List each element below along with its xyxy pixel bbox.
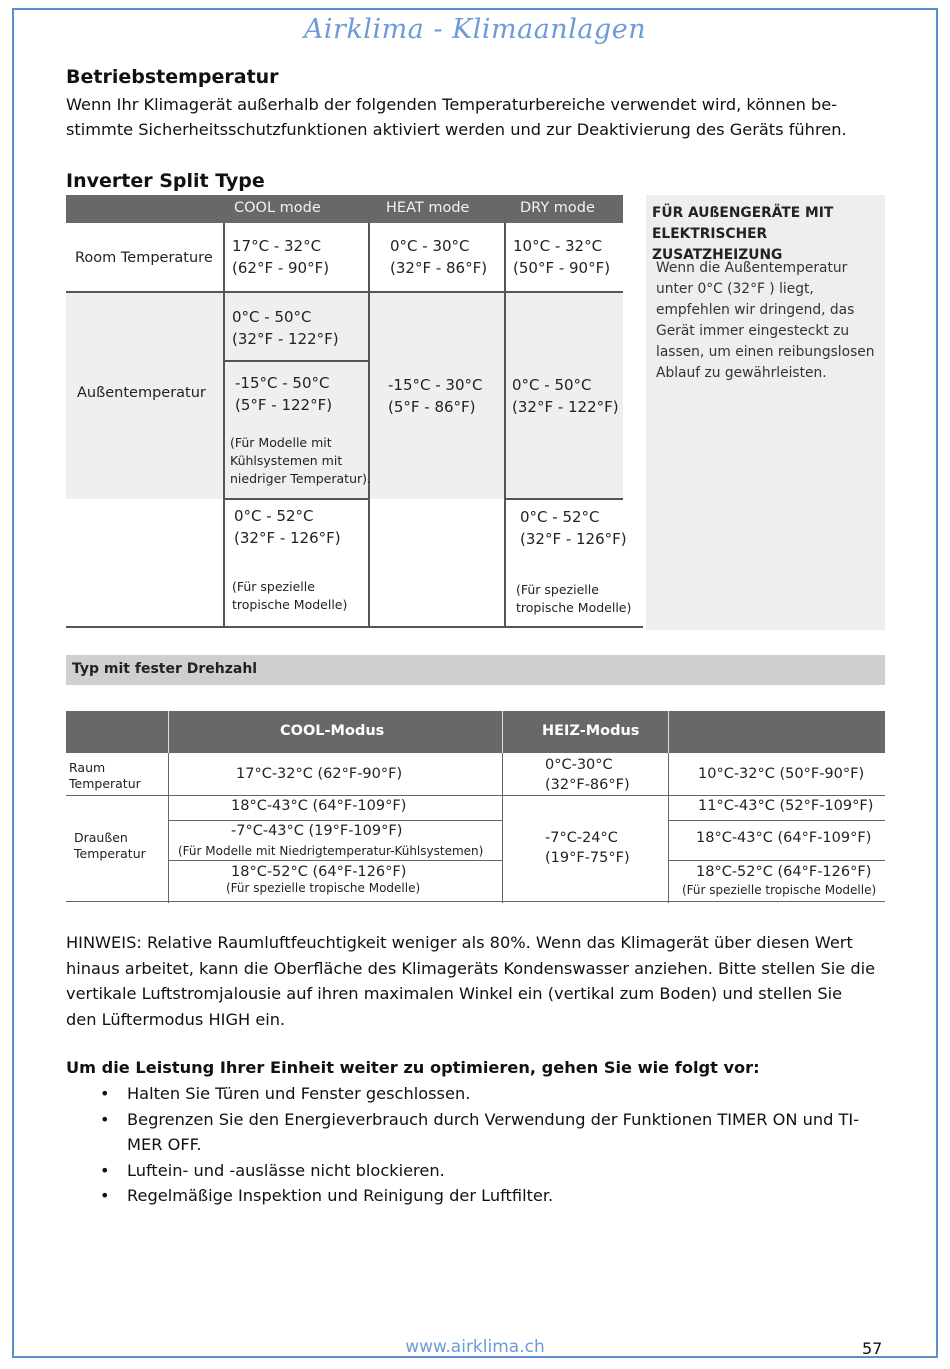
room-dry-value: 10°C - 32°C (50°F - 90°F) bbox=[513, 237, 611, 277]
room-cool-value: 17°C - 32°C (62°F - 90°F) bbox=[232, 237, 330, 277]
header-heat-mode: HEAT mode bbox=[386, 200, 470, 216]
note-line: hinaus arbeitet, kann die Oberfläche des Klimageräts Kondenswasser anziehen. Bitte stellen Sie die bbox=[66, 958, 876, 978]
out-cool-modus-note-3: (Für spezielle tropische Modelle) bbox=[226, 881, 421, 895]
tips-list bbox=[66, 1081, 886, 1209]
list-item: • Regelmäßige Inspektion und Reinigung der Luftfilter. bbox=[66, 1183, 886, 1209]
divider bbox=[502, 753, 503, 903]
divider bbox=[368, 223, 370, 627]
out-dry-note-2: (Für spezielle tropische Modelle) bbox=[516, 582, 632, 615]
divider bbox=[66, 626, 643, 628]
out-dry-value-1: 0°C - 50°C (32°F - 122°F) bbox=[512, 376, 619, 416]
section-title-operating-temperature: Betriebstemperatur bbox=[66, 66, 279, 88]
section-title-inverter: Inverter Split Type bbox=[66, 170, 265, 192]
fixed-speed-title: Typ mit fester Drehzahl bbox=[72, 661, 258, 677]
row-label-outdoor: Außentemperatur bbox=[77, 385, 206, 401]
divider bbox=[223, 498, 368, 500]
out-third-value-3: 18°C-52°C (64°F-126°F) bbox=[696, 864, 872, 880]
bullet-icon: • bbox=[100, 1186, 110, 1205]
out-cool-value-3: 0°C - 52°C (32°F - 126°F) bbox=[234, 507, 341, 547]
note-line: HINWEIS: Relative Raumluftfeuchtigkeit weniger als 80%. Wenn das Klimagerät über diesen Wert bbox=[66, 933, 853, 952]
divider bbox=[668, 753, 669, 903]
note-line: vertikale Luftstromjalousie auf ihren maximalen Winkel ein (vertikal zum Boden) und stellen Sie bbox=[66, 984, 843, 1003]
list-item: • Luftein- und -auslässe nicht blockieren. bbox=[66, 1158, 886, 1184]
row-label-draussen: Draußen Temperatur bbox=[74, 830, 146, 861]
header-cool-modus: COOL-Modus bbox=[280, 723, 385, 739]
divider bbox=[66, 291, 623, 293]
brand-title: Airklima - Klimaanlagen bbox=[303, 14, 647, 45]
room-heat-value: 0°C - 30°C (32°F - 86°F) bbox=[390, 237, 488, 277]
row-label-raum: Raum Temperatur bbox=[69, 760, 141, 791]
out-cool-note-2: (Für Modelle mit Kühlsystemen mit niedriger Temperatur). bbox=[230, 435, 371, 486]
divider bbox=[223, 223, 225, 627]
out-cool-value-1: 0°C - 50°C (32°F - 122°F) bbox=[232, 308, 339, 348]
divider bbox=[66, 901, 885, 902]
out-cool-modus-value-3: 18°C-52°C (64°F-126°F) bbox=[231, 864, 407, 880]
list-item: • Halten Sie Türen und Fenster geschlossen. bbox=[66, 1081, 886, 1107]
fixed-table-header bbox=[66, 711, 885, 753]
infobox-title: FÜR AUßENGERÄTE MIT ELEKTRISCHER ZUSATZHEIZUNG bbox=[652, 205, 834, 263]
divider bbox=[668, 860, 885, 861]
fixed-speed-table bbox=[66, 711, 885, 903]
note-line: den Lüftermodus HIGH ein. bbox=[66, 1009, 286, 1029]
row-label-room: Room Temperature bbox=[75, 250, 213, 266]
out-cool-modus-value-2: -7°C-43°C (19°F-109°F) bbox=[231, 823, 403, 839]
divider bbox=[223, 360, 368, 362]
room-heiz-modus-value: 0°C-30°C (32°F-86°F) bbox=[545, 757, 630, 793]
divider bbox=[504, 498, 623, 500]
out-dry-value-2: 0°C - 52°C (32°F - 126°F) bbox=[520, 508, 627, 548]
bullet-icon: • bbox=[100, 1109, 110, 1129]
header-dry-mode: DRY mode bbox=[520, 200, 595, 216]
out-cool-note-3: (Für spezielle tropische Modelle) bbox=[232, 579, 348, 612]
inverter-table-header bbox=[66, 195, 623, 223]
out-heiz-modus-value: -7°C-24°C (19°F-75°F) bbox=[545, 830, 630, 866]
out-third-value-2: 18°C-43°C (64°F-109°F) bbox=[696, 830, 872, 846]
page-number: 57 bbox=[862, 1339, 883, 1358]
room-third-value: 10°C-32°C (50°F-90°F) bbox=[698, 766, 865, 782]
fixed-speed-title-bar bbox=[66, 655, 885, 685]
divider bbox=[168, 753, 169, 903]
tips-title: Um die Leistung Ihrer Einheit weiter zu optimieren, gehen Sie wie folgt vor: bbox=[66, 1058, 760, 1077]
out-third-note-3: (Für spezielle tropische Modelle) bbox=[682, 883, 877, 897]
bullet-icon: • bbox=[100, 1084, 110, 1103]
list-item-continuation: MER OFF. bbox=[127, 1135, 202, 1154]
out-cool-modus-value-1: 18°C-43°C (64°F-109°F) bbox=[231, 798, 407, 814]
bullet-icon: • bbox=[100, 1160, 110, 1180]
header-heiz-modus: HEIZ-Modus bbox=[542, 723, 640, 739]
outdoor-heater-infobox bbox=[646, 195, 885, 630]
header-cool-mode: COOL mode bbox=[234, 200, 321, 216]
intro-line-2: stimmte Sicherheitsschutzfunktionen aktiviert werden und zur Deaktivierung des Geräts führen. bbox=[66, 120, 847, 139]
room-cool-modus-value: 17°C-32°C (62°F-90°F) bbox=[236, 766, 403, 782]
humidity-note bbox=[66, 930, 875, 1032]
list-item: • Begrenzen Sie den Energieverbrauch durch Verwendung der Funktionen TIMER ON und TI- bbox=[66, 1107, 886, 1133]
footer-website-link[interactable]: www.airklima.ch bbox=[405, 1337, 545, 1357]
divider bbox=[504, 223, 506, 627]
divider bbox=[168, 860, 502, 861]
intro-line-1: Wenn Ihr Klimagerät außerhalb der folgenden Temperaturbereiche verwendet wird, können be- bbox=[66, 95, 838, 114]
infobox-body: Wenn die Außentemperatur unter 0°C (32°F ) liegt, empfehlen wir dringend, das Gerät immer eingesteckt zu lassen, um einen reibungslosen Ablauf zu gewährleisten. bbox=[656, 260, 875, 381]
out-heat-value: -15°C - 30°C (5°F - 86°F) bbox=[388, 376, 483, 416]
out-third-value-1: 11°C-43°C (52°F-109°F) bbox=[698, 798, 874, 814]
out-cool-modus-note-2: (Für Modelle mit Niedrigtemperatur-Kühlsystemen) bbox=[178, 844, 484, 858]
inverter-table bbox=[66, 195, 643, 627]
divider bbox=[668, 820, 885, 821]
out-cool-value-2: -15°C - 50°C (5°F - 122°F) bbox=[235, 374, 333, 414]
